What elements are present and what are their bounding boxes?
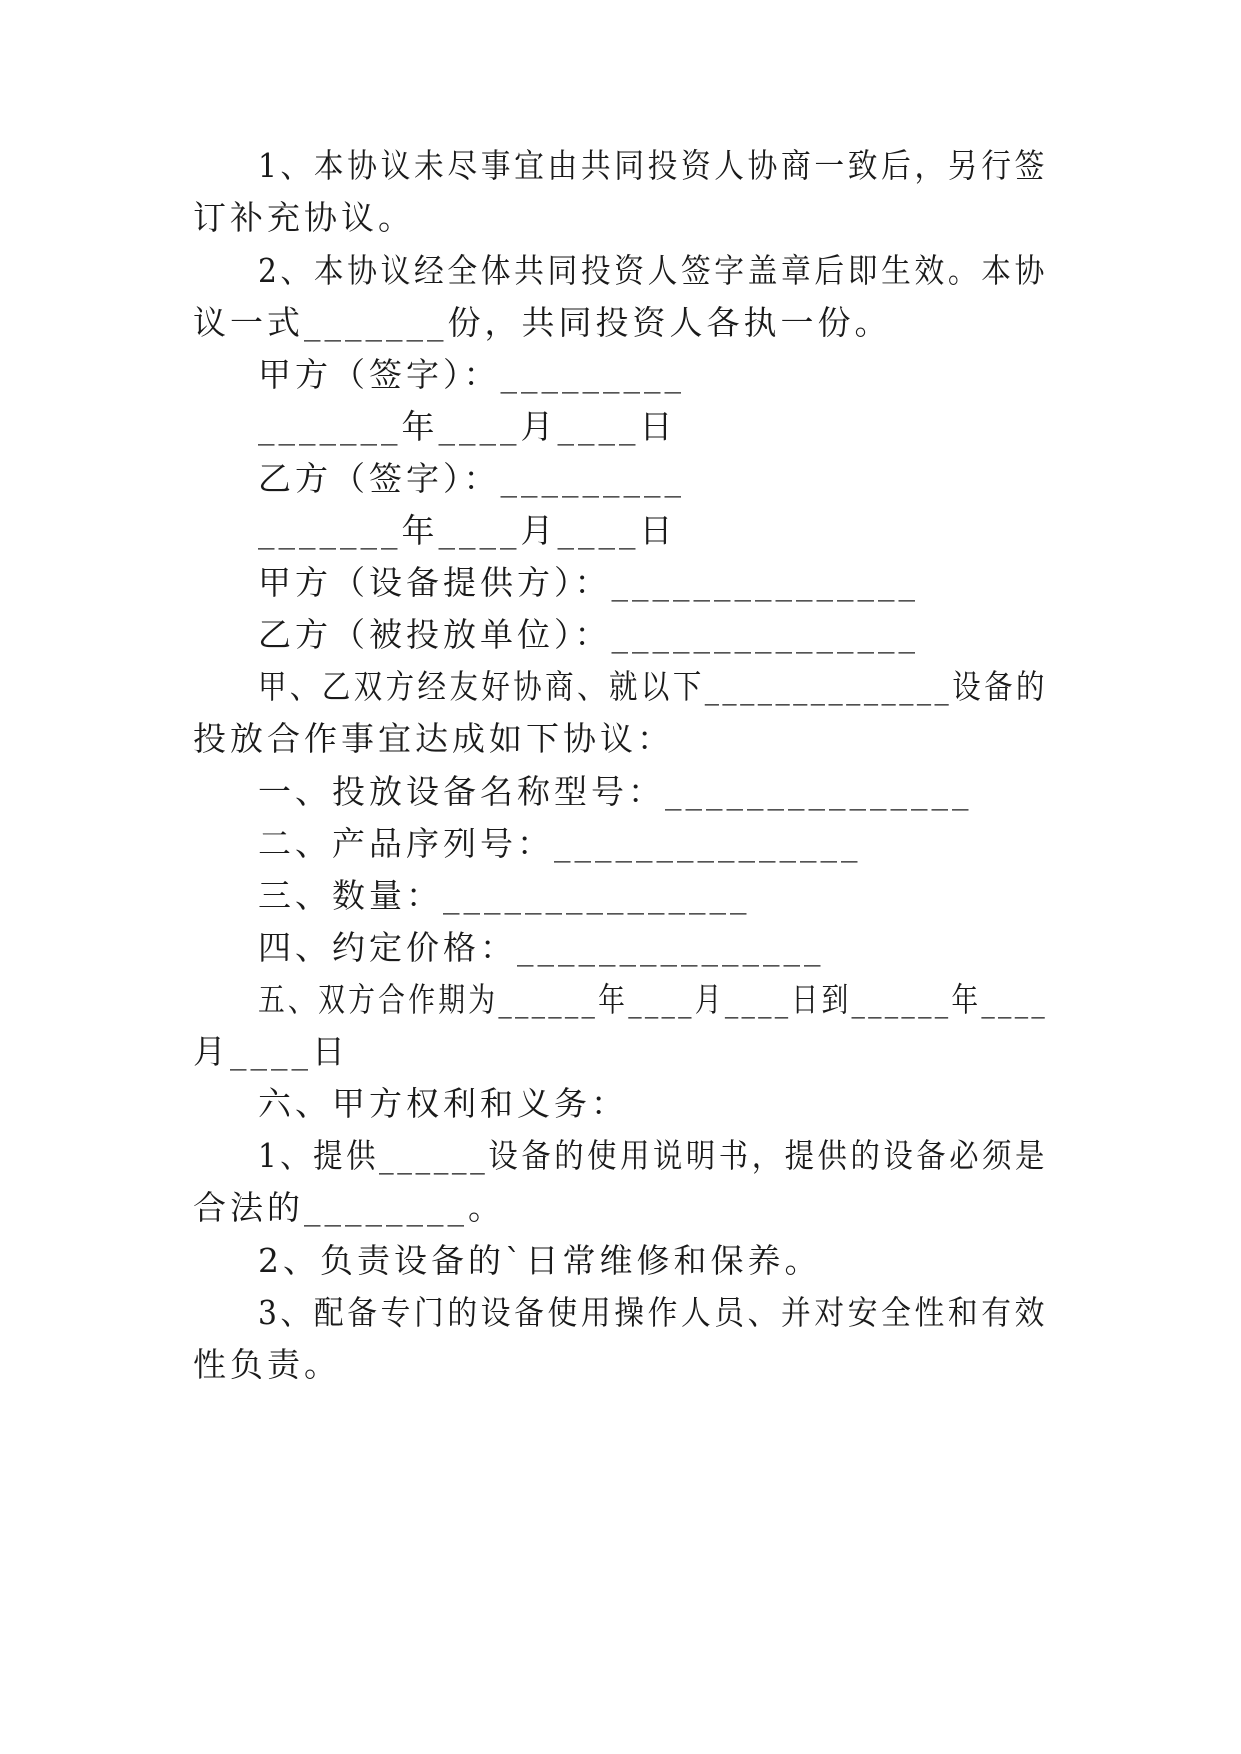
line-text: 性负责。 — [193, 1345, 341, 1384]
paragraph-line — [0, 1127, 1241, 1185]
line-text: 议一式_______份，共同投资人各执一份。 — [193, 303, 892, 342]
line-text: 乙方（被投放单位）：_______________ — [258, 615, 919, 654]
line-text: 甲方（签字）：_________ — [258, 355, 685, 394]
line-text: 1、本协议未尽事宜由共同投资人协商一致后，另行签 — [258, 146, 1048, 185]
line-text: 甲、乙双方经友好协商、就以下______________设备的 — [258, 667, 1048, 706]
clause-line — [0, 867, 1241, 925]
paragraph-line — [0, 242, 1241, 300]
line-text: 二、产品序列号：_______________ — [258, 824, 862, 863]
paragraph-line — [0, 294, 1241, 352]
line-text: 月____日 — [193, 1032, 349, 1071]
section-heading — [0, 1075, 1241, 1133]
line-text: 一、投放设备名称型号：_______________ — [258, 772, 973, 811]
clause-line — [0, 1023, 1241, 1081]
line-text: 1、提供______设备的使用说明书，提供的设备必须是 — [258, 1136, 1048, 1175]
line-text: 三、数量：_______________ — [258, 876, 751, 915]
paragraph-line — [0, 1232, 1241, 1290]
paragraph-line — [0, 189, 1241, 247]
signature-line — [0, 346, 1241, 404]
paragraph-line — [0, 1284, 1241, 1342]
paragraph-line — [0, 1179, 1241, 1237]
clause-line — [0, 919, 1241, 977]
party-line — [0, 606, 1241, 664]
line-text: 甲方（设备提供方）：_______________ — [258, 563, 919, 602]
line-text: 2、本协议经全体共同投资人签字盖章后即生效。本协 — [258, 251, 1048, 290]
clause-line — [0, 763, 1241, 821]
line-text: 四、约定价格：_______________ — [258, 928, 825, 967]
paragraph-line — [0, 137, 1241, 195]
signature-line — [0, 450, 1241, 508]
clause-line — [0, 815, 1241, 873]
clause-line — [0, 971, 1241, 1029]
date-line — [0, 398, 1241, 456]
line-text: 3、配备专门的设备使用操作人员、并对安全性和有效 — [258, 1293, 1048, 1332]
date-line — [0, 502, 1241, 560]
paragraph-line — [0, 658, 1241, 716]
line-text: 2、负责设备的`日常维修和保养。 — [258, 1241, 822, 1280]
line-text: _______年____月____日 — [258, 511, 677, 550]
line-text: 订补充协议。 — [193, 198, 415, 237]
paragraph-line — [0, 710, 1241, 768]
party-line — [0, 554, 1241, 612]
paragraph-line — [0, 1336, 1241, 1394]
line-text: 合法的________。 — [193, 1188, 505, 1227]
line-text: 五、双方合作期为______年____月____日到______年____ — [258, 980, 1048, 1019]
line-text: 投放合作事宜达成如下协议： — [193, 719, 674, 758]
line-text: 六、甲方权利和义务： — [258, 1084, 628, 1123]
line-text: 乙方（签字）：_________ — [258, 459, 685, 498]
line-text: _______年____月____日 — [258, 407, 677, 446]
